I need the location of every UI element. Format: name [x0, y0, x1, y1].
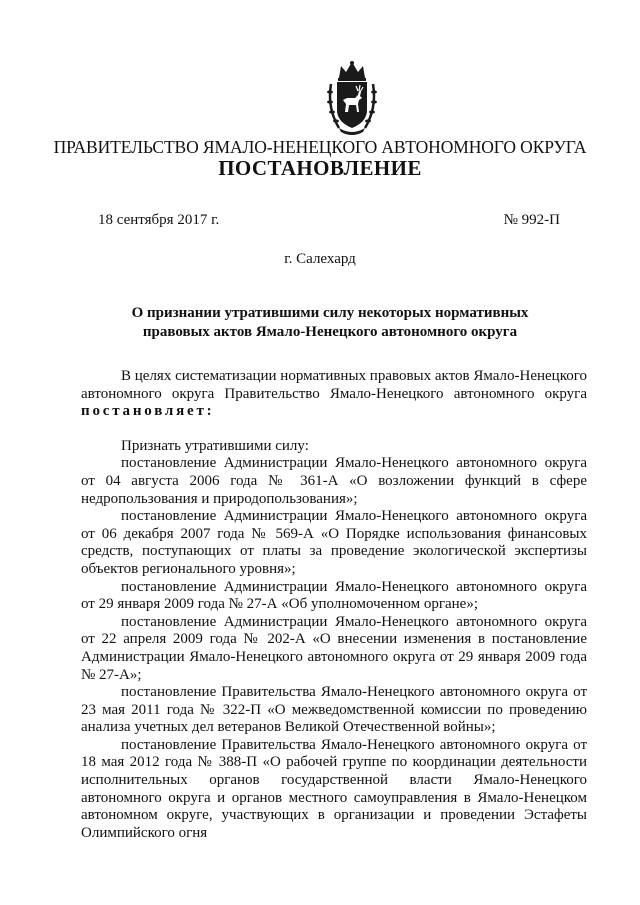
intro-paragraph: Признать утратившими силу:: [121, 437, 309, 454]
document-city: г. Салехард: [284, 251, 356, 267]
decree-word: постановляет:: [81, 403, 215, 420]
government-name: ПРАВИТЕЛЬСТВО ЯМАЛО-НЕНЕЦКОГО АВТОНОМНОГО ОКРУГА: [53, 137, 587, 157]
document-type: ПОСТАНОВЛЕНИЕ: [218, 156, 422, 180]
document-date: 18 сентября 2017 г.: [98, 212, 220, 228]
list-item: постановление Администрации Ямало-Ненецкого автономного округа от 06 декабря 2007 года № 569-А «О Порядке использования финансовых средств, поступающих от платы за проведение экологической экспертизы объектов регионального уровня»;: [81, 508, 587, 577]
list-item: постановление Администрации Ямало-Ненецкого автономного округа от 22 апреля 2009 года № 202-А «О внесении изменения в постановление Администрации Ямало-Ненецкого автономного округа от 29 января 2009 года № 27-А»;: [81, 613, 587, 683]
list-item: постановление Правительства Ямало-Ненецкого автономного округа от 18 мая 2012 года № 388-П «О рабочей группе по координации деятельности исполнительных органов государственной власти Ямало-Ненецкого автономного округа и органов местного самоуправления в Ямало-Ненецком автономном округе, участвующих в организации и проведении Эстафеты Олимпийского огня: [81, 736, 587, 841]
preamble-text: В целях систематизации нормативных правовых актов Ямало-Ненецкого автономного округа Правительство Ямало-Ненецкого автономного округа: [81, 368, 587, 402]
preamble-paragraph: [81, 368, 587, 421]
title-line: правовых актов Ямало-Ненецкого автономного округа: [142, 324, 518, 340]
paragraph-gap: [81, 421, 587, 438]
list-item: постановление Администрации Ямало-Ненецкого автономного округа от 04 августа 2006 года № 361-А «О возложении функций в сфере недропользования и природопользования»;: [81, 455, 587, 507]
title-line: О признании утратившими силу некоторых нормативных: [131, 305, 529, 321]
document-body: [81, 368, 587, 842]
coat-of-arms-emblem: [325, 60, 379, 138]
document-title: [100, 304, 560, 342]
document-number: № 992-П: [503, 212, 560, 228]
list-item: постановление Правительства Ямало-Ненецкого автономного округа от 23 мая 2011 года № 322-П «О межведомственной комиссии по проведению анализа учетных дел ветеранов Великой Отечественной войны»;: [81, 684, 587, 736]
list-item: постановление Администрации Ямало-Ненецкого автономного округа от 29 января 2009 года № 27-А «Об уполномоченном органе»;: [81, 578, 587, 613]
